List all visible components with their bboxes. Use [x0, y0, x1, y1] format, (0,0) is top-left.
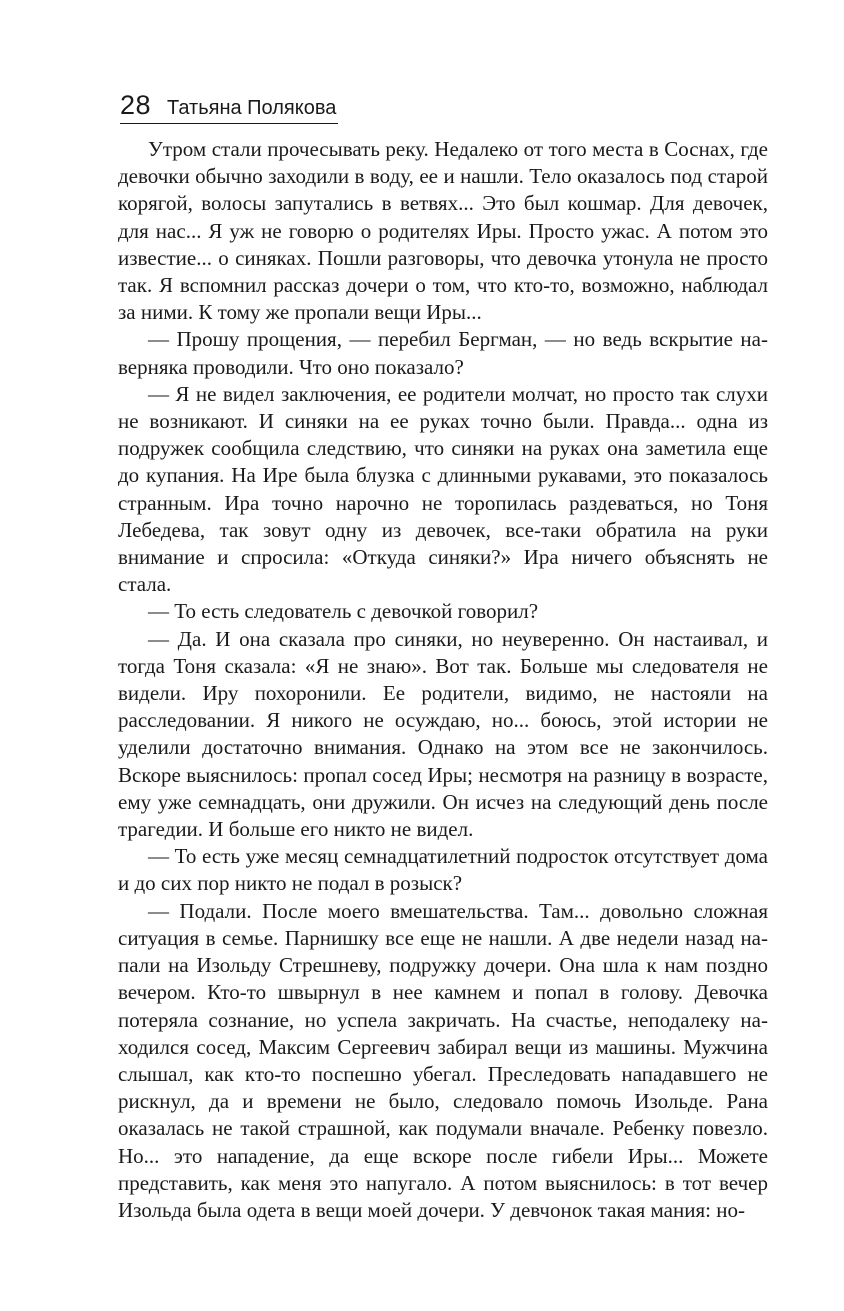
- paragraph: — Я не видел заключения, ее родители молчат, но просто так слухи не возникают. И синяки на ее руках точно были. Правда... одна из подружек сообщила следствию, что синяки на руках она заметила еще до купания. На Ире была блузка с длинными рукавами, это показалось странным. Ира точно нарочно не торопилась раздеваться, но Тоня Лебедева, так зовут одну из девочек, все-таки обратила на руки внимание и спросила: «Откуда синяки?» Ира ничего объяснять не стала.: [118, 381, 768, 597]
- author-name: Татьяна Полякова: [167, 97, 337, 119]
- paragraph: Утром стали прочесывать реку. Недалеко от того места в Соснах, где девочки обычно заходили в воду, ее и нашли. Тело оказалось под старой корягой, волосы запутались в ветвях... Это был кошмар. Для девочек, для нас... Я уж не говорю о родителях Иры. Просто ужас. А потом это известие... о синяках. Пошли разговоры, что девочка утонула не просто так. Я вспомнил рассказ дочери о том, что кто-то, возможно, наблюдал за ними. К тому же пропали вещи Иры...: [118, 137, 768, 325]
- paragraph: — То есть уже месяц семнадцатилетний подросток отсутствует дома и до сих пор никто не подал в розыск?: [118, 844, 768, 896]
- paragraph: — Прошу прощения, — перебил Бергман, — но ведь вскрытие наверняка проводили. Что оно показало?: [118, 327, 768, 379]
- page-number: 28: [120, 90, 152, 120]
- paragraph: — Да. И она сказала про синяки, но неуверенно. Он настаивал, и тогда Тоня сказала: «Я не знаю». Вот так. Больше мы следователя не видели. Иру похоронили. Ее родители, видимо, не настояли на расследовании. Я никого не осуждаю, но... боюсь, этой истории не уделили достаточно внимания. Однако на этом все не закончилось. Вскоре выяснилось: пропал сосед Иры; несмотря на разницу в возрасте, ему уже семнадцать, они дружили. Он исчез на следующий день после трагедии. И больше его никто не видел.: [118, 626, 768, 842]
- paragraph: — Подали. После моего вмешательства. Там... довольно сложная ситуация в семье. Парнишку все еще не нашли. А две недели назад напали на Изольду Стрешневу, подружку дочери. Она шла к нам поздно вечером. Кто-то швырнул в нее камнем и попал в голову. Девочка потеряла сознание, но успела закричать. На счастье, неподалеку находился сосед, Максим Сергеевич забирал вещи из машины. Мужчина слышал, как кто-то поспешно убегал. Преследовать нападавшего не рискнул, да и времени не было, следовало помочь Изольде. Рана оказалась не такой страшной, как подумали вначале. Ребенку повезло. Но... это нападение, да еще вскоре после гибели Иры... Можете представить, как меня это напугало. А потом выяснилось: в тот вечер Изольда была одета в вещи моей дочери. У девчонок такая мания: но-: [118, 898, 768, 1222]
- running-header: [120, 88, 338, 124]
- body-text: [118, 136, 768, 1224]
- paragraph: — То есть следователь с девочкой говорил?: [148, 599, 539, 624]
